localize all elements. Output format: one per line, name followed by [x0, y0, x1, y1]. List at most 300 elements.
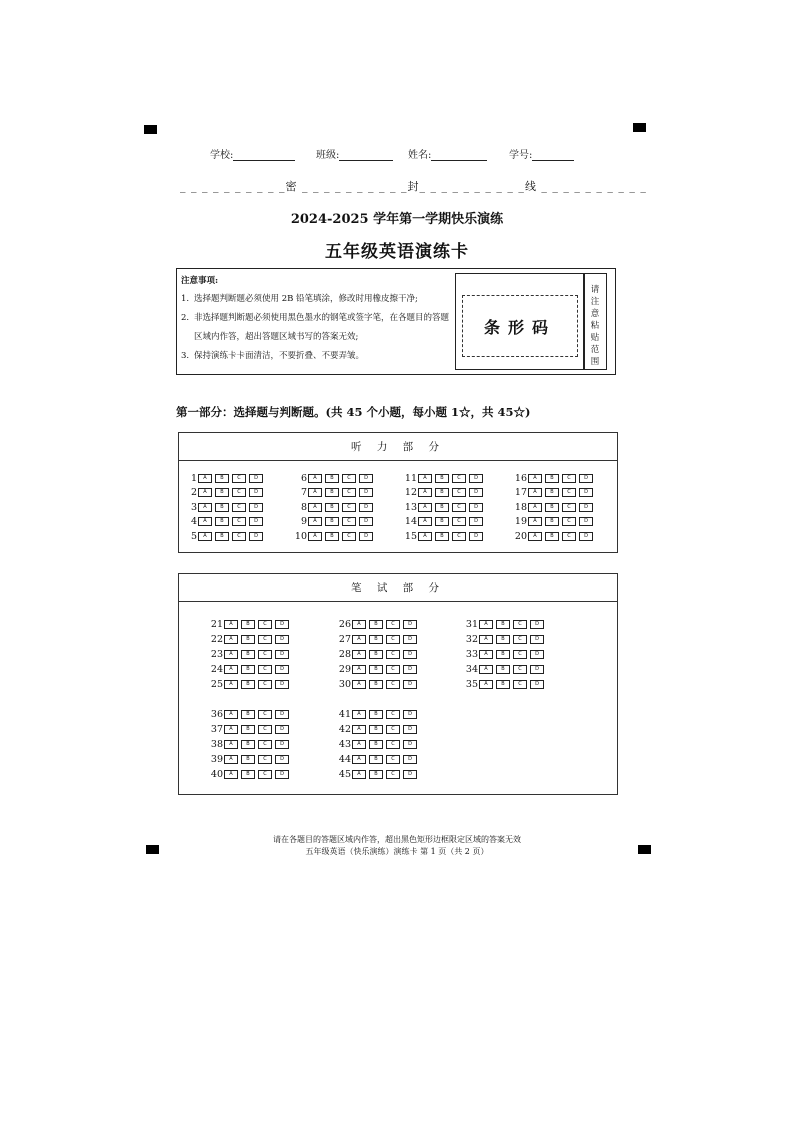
answer-bubble-a[interactable]: A — [224, 770, 238, 779]
answer-bubble-a[interactable]: A — [528, 474, 542, 483]
answer-bubble-a[interactable]: A — [479, 665, 493, 674]
answer-bubble-b[interactable]: B — [325, 517, 339, 526]
question-number: 30 — [338, 679, 351, 691]
answer-bubble-d[interactable]: D — [249, 474, 263, 483]
alignment-mark-top-left — [144, 125, 157, 134]
question-8 — [291, 501, 376, 513]
answer-bubble-d[interactable]: D — [403, 710, 417, 719]
question-number: 14 — [404, 516, 417, 527]
answer-bubble-a[interactable]: A — [418, 488, 432, 497]
question-45 — [335, 769, 420, 781]
answer-bubble-b[interactable]: B — [241, 770, 255, 779]
question-21 — [207, 618, 292, 630]
question-38 — [207, 738, 292, 750]
answer-bubble-c[interactable]: C — [452, 488, 466, 497]
question-number: 11 — [404, 472, 417, 484]
answer-bubble-a[interactable]: A — [352, 620, 366, 629]
answer-bubble-c[interactable]: C — [258, 680, 272, 689]
answer-bubble-c[interactable]: C — [386, 710, 400, 719]
answer-bubble-b[interactable]: B — [496, 665, 510, 674]
answer-bubble-c[interactable]: C — [386, 665, 400, 674]
answer-bubble-d[interactable]: D — [403, 650, 417, 659]
answer-bubble-a[interactable]: A — [528, 517, 542, 526]
question-34 — [462, 664, 547, 676]
answer-bubble-b[interactable]: B — [369, 635, 383, 644]
answer-bubble-c[interactable]: C — [386, 725, 400, 734]
answer-bubble-d[interactable]: D — [403, 665, 417, 674]
answer-bubble-d[interactable]: D — [275, 680, 289, 689]
answer-bubble-b[interactable]: B — [435, 474, 449, 483]
answer-bubble-c[interactable]: C — [452, 532, 466, 541]
answer-bubble-a[interactable]: A — [528, 488, 542, 497]
question-28 — [335, 648, 420, 660]
answer-bubble-a[interactable]: A — [308, 503, 322, 512]
answer-bubble-b[interactable]: B — [325, 488, 339, 497]
question-2 — [181, 487, 266, 499]
answer-bubble-b[interactable]: B — [369, 725, 383, 734]
answer-bubble-b[interactable]: B — [435, 488, 449, 497]
seal-dashes: _ _ _ _ _ _ _ _ _ _ — [297, 180, 408, 193]
question-number: 5 — [190, 530, 197, 542]
answer-bubble-d[interactable]: D — [359, 532, 373, 541]
question-18 — [511, 501, 596, 513]
question-40 — [207, 769, 292, 781]
question-32 — [462, 633, 547, 645]
answer-bubble-c[interactable]: C — [562, 532, 576, 541]
answer-bubble-d[interactable]: D — [249, 532, 263, 541]
question-43 — [335, 738, 420, 750]
answer-bubble-a[interactable]: A — [418, 532, 432, 541]
question-number: 25 — [210, 679, 223, 691]
question-19 — [511, 516, 596, 528]
question-number: 33 — [465, 648, 478, 660]
answer-bubble-c[interactable]: C — [513, 635, 527, 644]
answer-bubble-a[interactable]: A — [352, 755, 366, 764]
answer-bubble-c[interactable]: C — [513, 620, 527, 629]
answer-bubble-b[interactable]: B — [241, 740, 255, 749]
answer-bubble-c[interactable]: C — [342, 488, 356, 497]
question-25 — [207, 679, 292, 691]
answer-bubble-a[interactable]: A — [479, 650, 493, 659]
answer-bubble-c[interactable]: C — [452, 503, 466, 512]
answer-bubble-c[interactable]: C — [258, 650, 272, 659]
answer-bubble-d[interactable]: D — [275, 620, 289, 629]
answer-bubble-d[interactable]: D — [359, 474, 373, 483]
answer-bubble-d[interactable]: D — [275, 740, 289, 749]
answer-bubble-d[interactable]: D — [403, 680, 417, 689]
question-23 — [207, 648, 292, 660]
answer-bubble-d[interactable]: D — [275, 725, 289, 734]
answer-bubble-c[interactable]: C — [232, 474, 246, 483]
answer-bubble-c[interactable]: C — [513, 665, 527, 674]
question-number: 37 — [210, 723, 223, 735]
question-number: 7 — [300, 487, 307, 498]
question-number: 44 — [338, 754, 351, 766]
question-12 — [401, 487, 486, 499]
answer-bubble-b[interactable]: B — [241, 650, 255, 659]
answer-bubble-b[interactable]: B — [369, 755, 383, 764]
answer-bubble-a[interactable]: A — [352, 680, 366, 689]
name-label: 姓名: — [408, 150, 432, 161]
answer-bubble-c[interactable]: C — [562, 503, 576, 512]
question-number: 31 — [465, 618, 478, 630]
answer-bubble-d[interactable]: D — [275, 770, 289, 779]
answer-bubble-c[interactable]: C — [258, 620, 272, 629]
question-number: 10 — [294, 530, 307, 542]
answer-bubble-a[interactable]: A — [198, 474, 212, 483]
answer-bubble-d[interactable]: D — [469, 517, 483, 526]
answer-bubble-c[interactable]: C — [342, 517, 356, 526]
answer-bubble-a[interactable]: A — [308, 517, 322, 526]
question-36 — [207, 708, 292, 720]
answer-bubble-a[interactable]: A — [224, 725, 238, 734]
answer-bubble-a[interactable]: A — [352, 725, 366, 734]
seal-line — [180, 178, 647, 194]
answer-bubble-b[interactable]: B — [496, 620, 510, 629]
answer-bubble-d[interactable]: D — [469, 488, 483, 497]
answer-bubble-c[interactable]: C — [386, 755, 400, 764]
barcode-placeholder: 条形码 — [462, 295, 578, 357]
answer-bubble-c[interactable]: C — [258, 755, 272, 764]
answer-bubble-a[interactable]: A — [528, 532, 542, 541]
answer-bubble-b[interactable]: B — [241, 620, 255, 629]
answer-bubble-d[interactable]: D — [469, 503, 483, 512]
barcode-area — [455, 273, 585, 370]
question-number: 17 — [514, 487, 527, 498]
answer-bubble-a[interactable]: A — [198, 488, 212, 497]
answer-bubble-b[interactable]: B — [241, 680, 255, 689]
answer-bubble-b[interactable]: B — [215, 517, 229, 526]
answer-bubble-b[interactable]: B — [325, 474, 339, 483]
answer-bubble-d[interactable]: D — [530, 680, 544, 689]
question-number: 16 — [514, 472, 527, 484]
answer-bubble-a[interactable]: A — [224, 650, 238, 659]
question-6 — [291, 472, 376, 484]
answer-bubble-b[interactable]: B — [545, 532, 559, 541]
answer-bubble-b[interactable]: B — [241, 665, 255, 674]
answer-bubble-a[interactable]: A — [308, 474, 322, 483]
answer-bubble-a[interactable]: A — [352, 635, 366, 644]
answer-bubble-c[interactable]: C — [513, 650, 527, 659]
answer-bubble-d[interactable]: D — [579, 517, 593, 526]
answer-bubble-b[interactable]: B — [369, 710, 383, 719]
answer-bubble-d[interactable]: D — [469, 474, 483, 483]
answer-bubble-b[interactable]: B — [241, 755, 255, 764]
answer-bubble-a[interactable]: A — [224, 680, 238, 689]
question-11 — [401, 472, 486, 484]
question-number: 20 — [514, 530, 527, 542]
question-20 — [511, 530, 596, 542]
question-22 — [207, 633, 292, 645]
answer-bubble-b[interactable]: B — [369, 680, 383, 689]
answer-bubble-d[interactable]: D — [359, 503, 373, 512]
answer-bubble-a[interactable]: A — [224, 665, 238, 674]
answer-bubble-c[interactable]: C — [342, 503, 356, 512]
seal-xian: 线 — [524, 180, 537, 193]
answer-bubble-d[interactable]: D — [579, 488, 593, 497]
exam-title: 2024-2025 学年第一学期快乐演练 — [290, 212, 504, 227]
answer-bubble-d[interactable]: D — [249, 488, 263, 497]
question-number: 9 — [300, 516, 307, 527]
seal-dashes: _ _ _ _ _ _ _ _ _ _ — [419, 180, 525, 193]
answer-bubble-a[interactable]: A — [198, 517, 212, 526]
answer-bubble-c[interactable]: C — [342, 474, 356, 483]
answer-bubble-c[interactable]: C — [562, 517, 576, 526]
answer-bubble-b[interactable]: B — [215, 488, 229, 497]
notice-item: 3. 保持演练卡卡面清洁，不要折叠、不要弄皱。 — [181, 351, 365, 361]
answer-bubble-b[interactable]: B — [545, 474, 559, 483]
footer-page-info: 五年级英语（快乐演练）演练卡 第 1 页（共 2 页） — [305, 847, 489, 856]
question-37 — [207, 723, 292, 735]
question-26 — [335, 618, 420, 630]
notice-title: 注意事项: — [181, 276, 219, 286]
answer-bubble-a[interactable]: A — [352, 740, 366, 749]
answer-bubble-a[interactable]: A — [352, 665, 366, 674]
question-number: 15 — [404, 530, 417, 542]
question-7 — [291, 487, 376, 499]
answer-bubble-d[interactable]: D — [275, 710, 289, 719]
answer-bubble-a[interactable]: A — [224, 635, 238, 644]
answer-bubble-b[interactable]: B — [241, 725, 255, 734]
answer-bubble-c[interactable]: C — [258, 665, 272, 674]
question-number: 4 — [190, 516, 197, 527]
question-3 — [181, 501, 266, 513]
class-blank[interactable] — [339, 150, 393, 161]
question-13 — [401, 501, 486, 513]
answer-bubble-d[interactable]: D — [579, 474, 593, 483]
question-number: 35 — [465, 679, 478, 691]
answer-bubble-d[interactable]: D — [403, 740, 417, 749]
answer-bubble-d[interactable]: D — [469, 532, 483, 541]
answer-bubble-b[interactable]: B — [435, 517, 449, 526]
question-number: 19 — [514, 516, 527, 527]
question-number: 8 — [300, 501, 307, 513]
school-blank[interactable] — [233, 150, 295, 161]
question-41 — [335, 708, 420, 720]
answer-bubble-c[interactable]: C — [232, 503, 246, 512]
answer-bubble-a[interactable]: A — [418, 474, 432, 483]
writing-answer-box — [178, 573, 618, 795]
question-number: 40 — [210, 769, 223, 781]
question-number: 32 — [465, 633, 478, 645]
question-42 — [335, 723, 420, 735]
question-number: 29 — [338, 664, 351, 676]
answer-bubble-c[interactable]: C — [452, 474, 466, 483]
listening-answer-box — [178, 432, 618, 553]
answer-bubble-a[interactable]: A — [479, 620, 493, 629]
question-29 — [335, 664, 420, 676]
answer-bubble-d[interactable]: D — [403, 635, 417, 644]
section-one-heading: 第一部分：选择题与判断题。(共 45 个小题，每小题 1☆，共 45☆) — [176, 405, 531, 419]
answer-bubble-a[interactable]: A — [198, 532, 212, 541]
answer-bubble-d[interactable]: D — [359, 517, 373, 526]
answer-bubble-b[interactable]: B — [369, 665, 383, 674]
answer-bubble-b[interactable]: B — [435, 532, 449, 541]
answer-bubble-b[interactable]: B — [369, 620, 383, 629]
answer-bubble-c[interactable]: C — [386, 635, 400, 644]
answer-bubble-a[interactable]: A — [198, 503, 212, 512]
answer-bubble-b[interactable]: B — [496, 650, 510, 659]
answer-bubble-a[interactable]: A — [352, 710, 366, 719]
question-number: 3 — [190, 501, 197, 513]
school-field[interactable] — [210, 146, 295, 161]
answer-bubble-c[interactable]: C — [258, 770, 272, 779]
answer-bubble-b[interactable]: B — [496, 680, 510, 689]
answer-bubble-d[interactable]: D — [403, 770, 417, 779]
answer-bubble-c[interactable]: C — [562, 488, 576, 497]
answer-bubble-c[interactable]: C — [232, 532, 246, 541]
name-field[interactable] — [408, 146, 487, 161]
question-10 — [291, 530, 376, 542]
answer-bubble-b[interactable]: B — [369, 650, 383, 659]
answer-bubble-a[interactable]: A — [224, 620, 238, 629]
answer-bubble-a[interactable]: A — [308, 488, 322, 497]
answer-bubble-c[interactable]: C — [232, 517, 246, 526]
barcode-paste-note: 请 注 意 粘 贴 范 围 — [583, 273, 607, 370]
answer-bubble-c[interactable]: C — [258, 635, 272, 644]
class-field[interactable] — [316, 146, 393, 161]
answer-bubble-a[interactable]: A — [418, 503, 432, 512]
answer-bubble-c[interactable]: C — [342, 532, 356, 541]
answer-bubble-a[interactable]: A — [224, 740, 238, 749]
answer-bubble-a[interactable]: A — [308, 532, 322, 541]
answer-bubble-c[interactable]: C — [258, 710, 272, 719]
answer-bubble-c[interactable]: C — [386, 770, 400, 779]
seal-mi: 密 — [285, 180, 298, 193]
answer-bubble-d[interactable]: D — [249, 517, 263, 526]
question-number: 6 — [300, 472, 307, 484]
question-44 — [335, 754, 420, 766]
question-number: 42 — [338, 723, 351, 735]
question-27 — [335, 633, 420, 645]
question-number: 2 — [190, 487, 197, 498]
answer-bubble-a[interactable]: A — [352, 770, 366, 779]
answer-bubble-d[interactable]: D — [579, 503, 593, 512]
answer-bubble-c[interactable]: C — [232, 488, 246, 497]
question-14 — [401, 516, 486, 528]
question-number: 24 — [210, 664, 223, 676]
question-number: 21 — [210, 618, 223, 630]
notice-item: 1. 选择题判断题必须使用 2B 铅笔填涂，修改时用橡皮擦干净; — [181, 294, 418, 304]
answer-bubble-d[interactable]: D — [530, 665, 544, 674]
answer-bubble-b[interactable]: B — [241, 635, 255, 644]
answer-bubble-d[interactable]: D — [249, 503, 263, 512]
answer-bubble-a[interactable]: A — [479, 680, 493, 689]
answer-bubble-a[interactable]: A — [479, 635, 493, 644]
question-30 — [335, 679, 420, 691]
answer-bubble-a[interactable]: A — [224, 755, 238, 764]
answer-bubble-b[interactable]: B — [369, 740, 383, 749]
answer-bubble-d[interactable]: D — [579, 532, 593, 541]
answer-bubble-d[interactable]: D — [275, 650, 289, 659]
question-number: 39 — [210, 754, 223, 766]
answer-bubble-b[interactable]: B — [215, 474, 229, 483]
listening-title: 听 力 部 分 — [179, 433, 617, 461]
student-number-field[interactable] — [509, 146, 574, 161]
notice-box — [176, 268, 616, 375]
question-number: 43 — [338, 738, 351, 750]
question-39 — [207, 754, 292, 766]
answer-bubble-c[interactable]: C — [386, 680, 400, 689]
question-15 — [401, 530, 486, 542]
question-number: 34 — [465, 664, 478, 676]
answer-bubble-b[interactable]: B — [545, 503, 559, 512]
number-blank[interactable] — [532, 150, 574, 161]
answer-bubble-a[interactable]: A — [224, 710, 238, 719]
question-16 — [511, 472, 596, 484]
answer-bubble-a[interactable]: A — [528, 503, 542, 512]
answer-bubble-b[interactable]: B — [215, 532, 229, 541]
footer-notice: 请在各题目的答题区域内作答，超出黑色矩形边框限定区域的答案无效 — [273, 835, 521, 844]
answer-bubble-c[interactable]: C — [386, 620, 400, 629]
question-17 — [511, 487, 596, 499]
seal-dashes: _ _ _ _ _ _ _ _ _ _ — [180, 180, 286, 193]
notice-text — [181, 273, 456, 366]
question-number: 27 — [338, 633, 351, 645]
question-number: 41 — [338, 708, 351, 720]
answer-bubble-d[interactable]: D — [275, 665, 289, 674]
answer-bubble-a[interactable]: A — [418, 517, 432, 526]
question-number: 26 — [338, 618, 351, 630]
answer-bubble-b[interactable]: B — [545, 488, 559, 497]
question-number: 45 — [338, 769, 351, 781]
question-24 — [207, 664, 292, 676]
question-35 — [462, 679, 547, 691]
question-31 — [462, 618, 547, 630]
answer-bubble-c[interactable]: C — [258, 725, 272, 734]
answer-bubble-b[interactable]: B — [496, 635, 510, 644]
question-1 — [181, 472, 266, 484]
answer-bubble-d[interactable]: D — [530, 635, 544, 644]
card-title: 五年级英语演练卡 — [325, 242, 469, 262]
answer-bubble-d[interactable]: D — [275, 635, 289, 644]
name-blank[interactable] — [431, 150, 487, 161]
answer-bubble-b[interactable]: B — [325, 532, 339, 541]
answer-bubble-b[interactable]: B — [545, 517, 559, 526]
answer-bubble-d[interactable]: D — [275, 755, 289, 764]
question-4 — [181, 516, 266, 528]
answer-bubble-d[interactable]: D — [530, 620, 544, 629]
answer-bubble-b[interactable]: B — [369, 770, 383, 779]
answer-bubble-c[interactable]: C — [258, 740, 272, 749]
answer-bubble-b[interactable]: B — [435, 503, 449, 512]
question-number: 38 — [210, 738, 223, 750]
answer-bubble-d[interactable]: D — [403, 620, 417, 629]
answer-bubble-d[interactable]: D — [359, 488, 373, 497]
seal-dashes: _ _ _ _ _ _ _ _ _ _ — [536, 180, 647, 193]
answer-bubble-c[interactable]: C — [513, 680, 527, 689]
answer-bubble-b[interactable]: B — [241, 710, 255, 719]
question-number: 18 — [514, 501, 527, 513]
answer-bubble-c[interactable]: C — [452, 517, 466, 526]
answer-bubble-c[interactable]: C — [386, 650, 400, 659]
answer-bubble-a[interactable]: A — [352, 650, 366, 659]
answer-bubble-c[interactable]: C — [386, 740, 400, 749]
question-number: 13 — [404, 501, 417, 513]
question-9 — [291, 516, 376, 528]
question-number: 36 — [210, 708, 223, 720]
answer-bubble-b[interactable]: B — [325, 503, 339, 512]
question-number: 28 — [338, 648, 351, 660]
seal-feng: 封 — [407, 180, 420, 193]
answer-bubble-b[interactable]: B — [215, 503, 229, 512]
answer-bubble-c[interactable]: C — [562, 474, 576, 483]
number-label: 学号: — [509, 150, 533, 161]
question-number: 23 — [210, 648, 223, 660]
answer-bubble-d[interactable]: D — [403, 725, 417, 734]
answer-bubble-d[interactable]: D — [403, 755, 417, 764]
answer-bubble-d[interactable]: D — [530, 650, 544, 659]
